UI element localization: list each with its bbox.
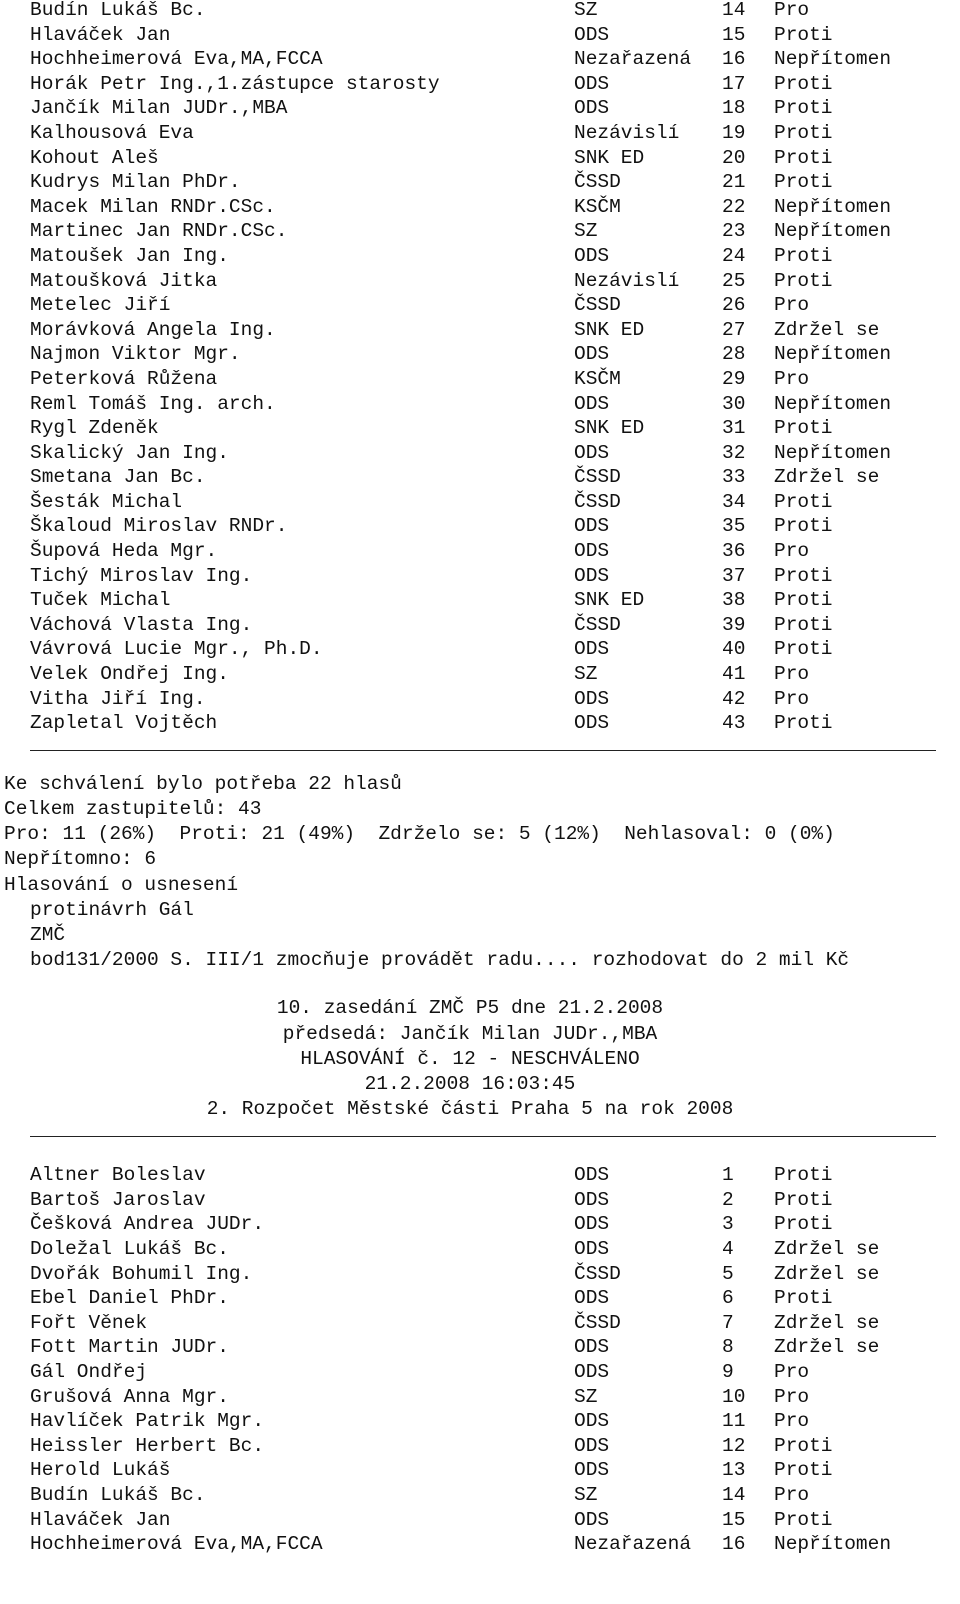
vote-list-first — [0, 0, 960, 736]
member-row — [0, 1385, 960, 1410]
member-party: SZ — [574, 220, 598, 243]
member-name: Budín Lukáš Bc. — [30, 1483, 206, 1506]
member-number: 31 — [722, 417, 746, 440]
member-party: ODS — [574, 564, 610, 587]
member-number: 23 — [722, 220, 746, 243]
member-row — [0, 465, 960, 490]
member-party: ČSSD — [574, 171, 621, 194]
session-title: 10. zasedání ZMČ P5 dne 21.2.2008 — [276, 997, 664, 1020]
member-party: ODS — [574, 515, 610, 538]
member-number: 13 — [722, 1459, 746, 1482]
member-row — [0, 1409, 960, 1434]
member-party: ODS — [574, 23, 610, 46]
member-name: Jančík Milan JUDr.,MBA — [30, 97, 288, 120]
member-party: ODS — [574, 1361, 610, 1383]
member-number: 19 — [722, 121, 746, 144]
member-number: 8 — [722, 1336, 734, 1359]
member-vote: Proti — [774, 72, 833, 95]
member-name: Hlaváček Jan — [30, 1508, 171, 1531]
member-row — [0, 637, 960, 662]
resolution-text: bod131/2000 S. III/1 zmocňuje provádět radu.... rozhodovat do 2 mil Kč — [30, 949, 850, 972]
member-row — [0, 269, 960, 294]
member-vote: Proti — [774, 515, 833, 538]
member-vote: Proti — [774, 1287, 833, 1310]
member-name: Peterková Růžena — [30, 367, 218, 390]
member-number: 39 — [722, 613, 746, 636]
member-party: ODS — [574, 72, 610, 95]
member-party: ČSSD — [574, 613, 621, 636]
member-vote: Nepřítomen — [774, 195, 892, 218]
member-row — [0, 441, 960, 466]
member-row — [0, 1188, 960, 1213]
member-name: Kudrys Milan PhDr. — [30, 171, 241, 194]
member-number: 5 — [722, 1262, 734, 1285]
member-vote: Pro — [774, 687, 810, 710]
member-row — [0, 1508, 960, 1533]
member-vote: Proti — [774, 712, 833, 735]
member-row — [0, 392, 960, 417]
member-party: Nezávislí — [574, 121, 680, 144]
member-row — [0, 244, 960, 269]
member-name: Fott Martin JUDr. — [30, 1336, 229, 1359]
member-party: SZ — [574, 0, 598, 21]
vote-body: ZMČ — [30, 923, 66, 946]
member-row — [0, 1262, 960, 1287]
member-name: Tuček Michal — [30, 589, 171, 612]
vote-number: HLASOVÁNÍ č. 12 - NESCHVÁLENO — [300, 1047, 640, 1070]
member-vote: Zdržel se — [774, 1262, 880, 1285]
member-vote: Proti — [774, 613, 833, 636]
member-name: Macek Milan RNDr.CSc. — [30, 195, 276, 218]
member-vote: Nepřítomen — [774, 392, 892, 415]
required-votes: Ke schválení bylo potřeba 22 hlasů — [4, 772, 402, 795]
member-name: Tichý Miroslav Ing. — [30, 564, 253, 587]
member-vote: Zdržel se — [774, 1336, 880, 1359]
member-party: ODS — [574, 1238, 610, 1261]
member-vote: Proti — [774, 23, 833, 46]
vote-results: Pro: 11 (26%) Proti: 21 (49%) Zdrželo se: 5 (12%) Nehlasoval: 0 (0%) — [4, 823, 835, 846]
member-party: ODS — [574, 638, 610, 661]
member-name: Šupová Heda Mgr. — [30, 540, 218, 563]
member-vote: Proti — [774, 1213, 833, 1236]
member-party: ČSSD — [574, 490, 621, 513]
member-row — [0, 564, 960, 589]
absent-count: Nepřítomno: 6 — [4, 848, 157, 871]
member-vote: Proti — [774, 171, 833, 194]
member-number: 26 — [722, 294, 746, 317]
member-name: Heissler Herbert Bc. — [30, 1434, 265, 1457]
member-vote: Pro — [774, 540, 810, 563]
member-row — [0, 1483, 960, 1508]
member-vote: Pro — [774, 367, 810, 390]
member-number: 37 — [722, 564, 746, 587]
member-row — [0, 170, 960, 195]
member-name: Šesták Michal — [30, 490, 183, 513]
member-party: KSČM — [574, 367, 621, 390]
member-vote: Nepřítomen — [774, 220, 892, 243]
member-party: Nezařazená — [574, 48, 692, 71]
member-name: Altner Boleslav — [30, 1164, 206, 1187]
member-vote: Nepřítomen — [774, 48, 892, 71]
member-party: Nezávislí — [574, 269, 680, 292]
total-members: Celkem zastupitelů: 43 — [4, 798, 262, 820]
member-vote: Proti — [774, 1508, 833, 1531]
member-vote: Pro — [774, 1361, 810, 1383]
member-name: Metelec Jiří — [30, 294, 171, 317]
member-number: 15 — [722, 1508, 746, 1531]
member-number: 38 — [722, 589, 746, 612]
member-name: Matoušková Jitka — [30, 269, 218, 292]
member-name: Matoušek Jan Ing. — [30, 244, 229, 267]
member-vote: Proti — [774, 1164, 833, 1187]
member-row — [0, 367, 960, 392]
member-party: Nezařazená — [574, 1533, 692, 1556]
member-vote: Pro — [774, 294, 810, 317]
vote-header — [0, 996, 960, 1122]
member-party: ODS — [574, 1459, 610, 1482]
member-number: 28 — [722, 343, 746, 366]
member-row — [0, 588, 960, 613]
member-party: ODS — [574, 540, 610, 563]
member-vote: Pro — [774, 0, 810, 21]
member-vote: Pro — [774, 663, 810, 686]
member-row — [0, 687, 960, 712]
member-row — [0, 1163, 960, 1188]
member-vote: Proti — [774, 1459, 833, 1482]
member-vote: Proti — [774, 121, 833, 144]
separator-line — [30, 750, 936, 751]
member-number: 40 — [722, 638, 746, 661]
member-row — [0, 490, 960, 515]
member-name: Zapletal Vojtěch — [30, 712, 218, 735]
member-name: Najmon Viktor Mgr. — [30, 343, 241, 366]
member-name: Vávrová Lucie Mgr., Ph.D. — [30, 638, 323, 661]
member-number: 10 — [722, 1385, 746, 1408]
member-vote: Nepřítomen — [774, 343, 892, 366]
member-row — [0, 662, 960, 687]
member-party: ČSSD — [574, 1311, 621, 1334]
member-number: 16 — [722, 1533, 746, 1556]
member-number: 21 — [722, 171, 746, 194]
member-party: KSČM — [574, 195, 621, 218]
member-party: SNK ED — [574, 146, 645, 169]
member-number: 7 — [722, 1311, 734, 1334]
member-name: Ebel Daniel PhDr. — [30, 1287, 229, 1310]
member-number: 14 — [722, 1483, 746, 1506]
member-number: 34 — [722, 490, 746, 513]
member-row — [0, 96, 960, 121]
vote-subtype: protinávrh Gál — [30, 898, 194, 921]
member-party: SZ — [574, 1483, 598, 1506]
member-party: ODS — [574, 392, 610, 415]
member-name: Kalhousová Eva — [30, 121, 194, 144]
member-party: ODS — [574, 1508, 610, 1531]
member-name: Kohout Aleš — [30, 146, 159, 169]
member-vote: Zdržel se — [774, 466, 880, 489]
member-vote: Zdržel se — [774, 1238, 880, 1261]
member-vote: Proti — [774, 564, 833, 587]
member-number: 17 — [722, 72, 746, 95]
member-number: 20 — [722, 146, 746, 169]
member-name: Hochheimerová Eva,MA,FCCA — [30, 48, 323, 71]
member-party: ČSSD — [574, 466, 621, 489]
member-party: ODS — [574, 343, 610, 366]
member-name: Váchová Vlasta Ing. — [30, 613, 253, 636]
member-row — [0, 72, 960, 97]
member-row — [0, 47, 960, 72]
member-number: 24 — [722, 244, 746, 267]
member-party: ODS — [574, 687, 610, 710]
member-vote: Proti — [774, 638, 833, 661]
member-vote: Pro — [774, 1483, 810, 1506]
member-name: Reml Tomáš Ing. arch. — [30, 392, 276, 415]
member-number: 29 — [722, 367, 746, 390]
member-number: 14 — [722, 0, 746, 21]
vote-type: Hlasování o usnesení — [4, 873, 239, 896]
member-vote: Proti — [774, 97, 833, 120]
member-vote: Proti — [774, 417, 833, 440]
member-name: Martinec Jan RNDr.CSc. — [30, 220, 288, 243]
member-row — [0, 613, 960, 638]
member-name: Havlíček Patrik Mgr. — [30, 1410, 265, 1433]
member-row — [0, 342, 960, 367]
member-number: 35 — [722, 515, 746, 538]
member-row — [0, 1458, 960, 1483]
member-party: ODS — [574, 1434, 610, 1457]
member-row — [0, 23, 960, 48]
member-vote: Nepřítomen — [774, 1533, 892, 1556]
member-name: Škaloud Miroslav RNDr. — [30, 515, 288, 538]
member-name: Horák Petr Ing.,1.zástupce starosty — [30, 72, 440, 95]
member-vote: Nepřítomen — [774, 441, 892, 464]
member-vote: Proti — [774, 146, 833, 169]
member-party: ODS — [574, 712, 610, 735]
member-party: ODS — [574, 1213, 610, 1236]
member-vote: Proti — [774, 1434, 833, 1457]
member-number: 11 — [722, 1410, 746, 1433]
member-vote: Zdržel se — [774, 318, 880, 341]
member-party: SZ — [574, 1385, 598, 1408]
member-party: SNK ED — [574, 589, 645, 612]
member-name: Grušová Anna Mgr. — [30, 1385, 229, 1408]
member-row — [0, 195, 960, 220]
member-name: Vitha Jiří Ing. — [30, 687, 206, 710]
member-row — [0, 711, 960, 736]
member-party: ODS — [574, 1188, 610, 1211]
member-number: 27 — [722, 318, 746, 341]
member-name: Herold Lukáš — [30, 1459, 171, 1482]
member-row — [0, 219, 960, 244]
member-number: 30 — [722, 392, 746, 415]
member-number: 43 — [722, 712, 746, 735]
vote-summary — [0, 772, 960, 974]
member-vote: Proti — [774, 490, 833, 513]
member-row — [0, 514, 960, 539]
member-name: Budín Lukáš Bc. — [30, 0, 206, 21]
member-party: ODS — [574, 244, 610, 267]
member-party: ODS — [574, 1287, 610, 1310]
agenda-topic: 2. Rozpočet Městské části Praha 5 na rok 2008 — [206, 1098, 734, 1121]
member-number: 41 — [722, 663, 746, 686]
chair-line: předsedá: Jančík Milan JUDr.,MBA — [282, 1022, 658, 1045]
member-number: 33 — [722, 466, 746, 489]
member-row — [0, 1532, 960, 1557]
member-vote: Proti — [774, 589, 833, 612]
member-row — [0, 1212, 960, 1237]
member-party: ODS — [574, 1164, 610, 1187]
member-vote: Zdržel se — [774, 1311, 880, 1334]
member-vote: Proti — [774, 244, 833, 267]
member-row — [0, 318, 960, 343]
member-party: ODS — [574, 441, 610, 464]
member-number: 18 — [722, 97, 746, 120]
member-number: 6 — [722, 1287, 734, 1310]
member-number: 3 — [722, 1213, 734, 1236]
member-party: ODS — [574, 97, 610, 120]
member-number: 1 — [722, 1164, 734, 1187]
member-party: SZ — [574, 663, 598, 686]
member-number: 15 — [722, 23, 746, 46]
member-row — [0, 1286, 960, 1311]
member-number: 16 — [722, 48, 746, 71]
member-row — [0, 1434, 960, 1459]
member-party: SNK ED — [574, 318, 645, 341]
member-number: 36 — [722, 540, 746, 563]
member-row — [0, 1311, 960, 1336]
member-row — [0, 539, 960, 564]
member-number: 9 — [722, 1361, 734, 1383]
member-row — [0, 1237, 960, 1262]
member-number: 22 — [722, 195, 746, 218]
member-name: Hochheimerová Eva,MA,FCCA — [30, 1533, 323, 1556]
separator-line — [30, 1136, 936, 1137]
member-vote: Proti — [774, 269, 833, 292]
member-vote: Proti — [774, 1188, 833, 1211]
member-row — [0, 146, 960, 171]
member-number: 25 — [722, 269, 746, 292]
member-name: Hlaváček Jan — [30, 23, 171, 46]
member-number: 42 — [722, 687, 746, 710]
member-name: Morávková Angela Ing. — [30, 318, 276, 341]
member-row — [0, 293, 960, 318]
member-party: SNK ED — [574, 417, 645, 440]
member-number: 4 — [722, 1238, 734, 1261]
member-party: ČSSD — [574, 294, 621, 317]
member-row — [0, 1360, 960, 1385]
member-name: Smetana Jan Bc. — [30, 466, 206, 489]
member-vote: Pro — [774, 1385, 810, 1408]
member-name: Bartoš Jaroslav — [30, 1188, 206, 1211]
member-number: 12 — [722, 1434, 746, 1457]
vote-list-second — [0, 1163, 960, 1557]
vote-datetime: 21.2.2008 16:03:45 — [364, 1072, 576, 1095]
member-party: ODS — [574, 1410, 610, 1433]
member-number: 32 — [722, 441, 746, 464]
member-row — [0, 121, 960, 146]
member-name: Velek Ondřej Ing. — [30, 663, 229, 686]
member-row — [0, 416, 960, 441]
member-party: ODS — [574, 1336, 610, 1359]
member-party: ČSSD — [574, 1262, 621, 1285]
member-vote: Pro — [774, 1410, 810, 1433]
member-name: Gál Ondřej — [30, 1361, 148, 1383]
member-name: Dvořák Bohumil Ing. — [30, 1262, 253, 1285]
member-name: Skalický Jan Ing. — [30, 441, 229, 464]
member-number: 2 — [722, 1188, 734, 1211]
member-row — [0, 0, 960, 23]
member-name: Doležal Lukáš Bc. — [30, 1238, 229, 1261]
member-row — [0, 1335, 960, 1360]
member-name: Rygl Zdeněk — [30, 417, 159, 440]
member-name: Češková Andrea JUDr. — [30, 1213, 265, 1236]
member-name: Fořt Věnek — [30, 1311, 148, 1334]
